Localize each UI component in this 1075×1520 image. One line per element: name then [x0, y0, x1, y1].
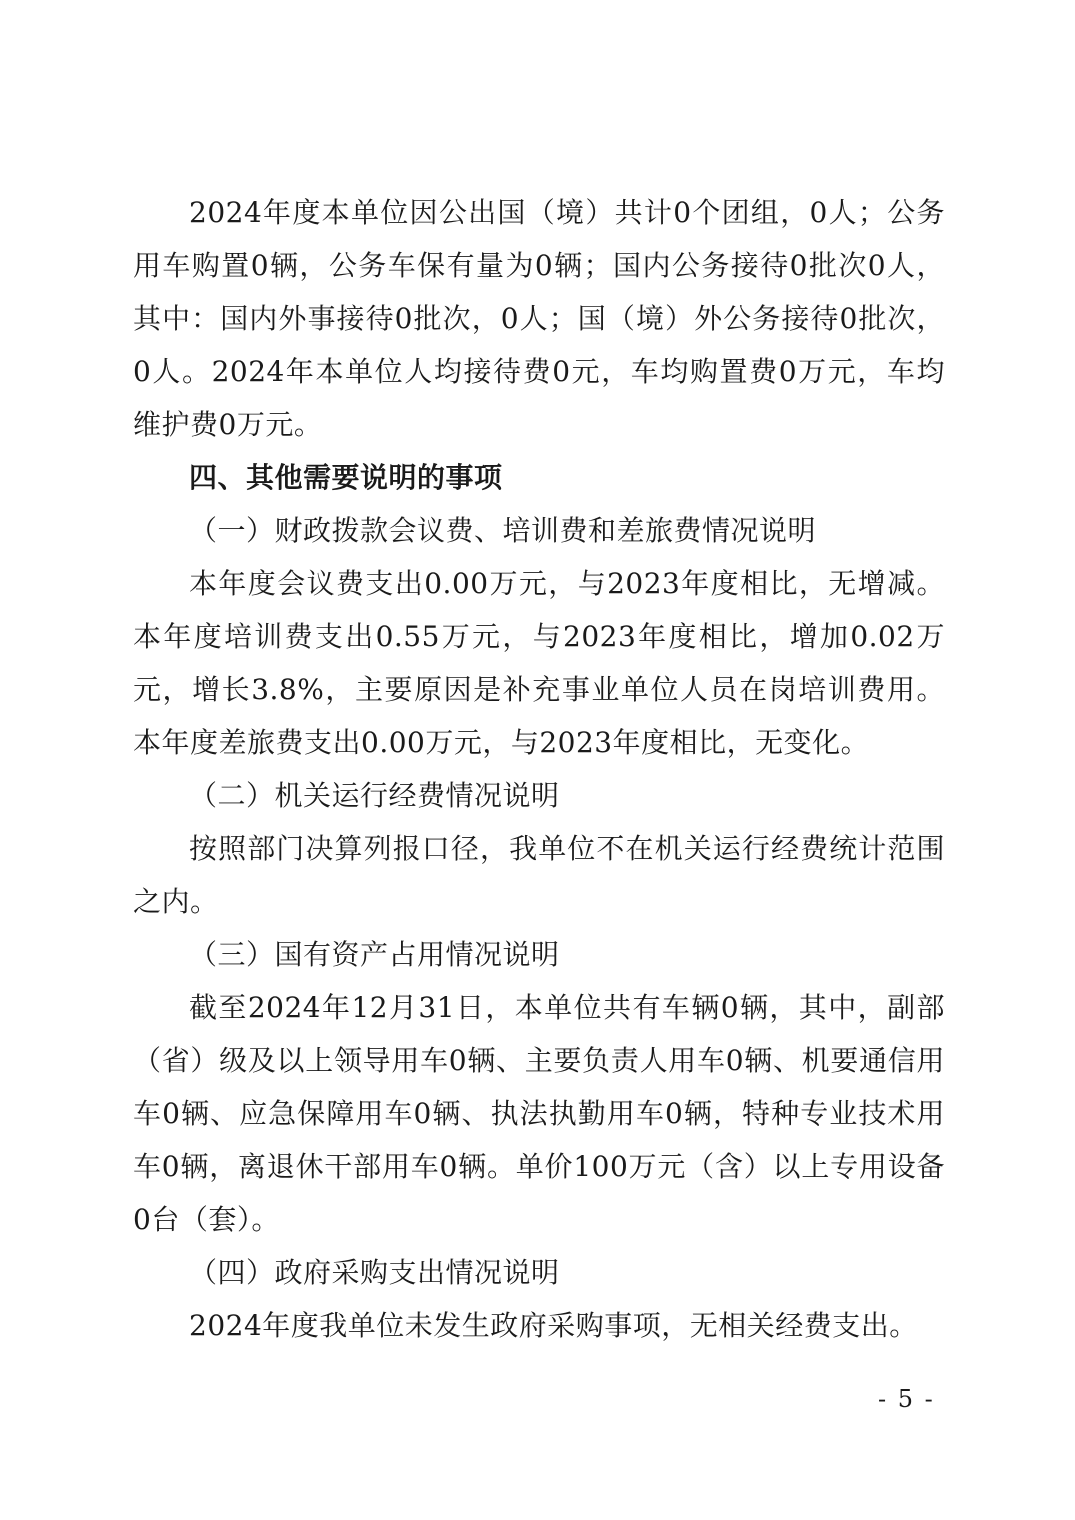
page-number: - 5 - [878, 1385, 935, 1413]
document-body [133, 186, 945, 1352]
subsection-2-paragraph: 按照部门决算列报口径，我单位不在机关运行经费统计范围之内。 [133, 832, 945, 918]
subsection-1-paragraph: 本年度会议费支出0.00万元，与2023年度相比，无增减。本年度培训费支出0.55万元，与2023年度相比，增加0.02万元，增长3.8%，主要原因是补充事业单位人员在岗培训费用。本年度差旅费支出0.00万元，与2023年度相比，无变化。 [133, 567, 945, 759]
subsection-1-heading: （一）财政拨款会议费、培训费和差旅费情况说明 [189, 514, 817, 547]
subsection-3-heading: （三）国有资产占用情况说明 [189, 938, 560, 971]
subsection-3-paragraph: 截至2024年12月31日，本单位共有车辆0辆，其中，副部（省）级及以上领导用车0辆、主要负责人用车0辆、机要通信用车0辆、应急保障用车0辆、执法执勤用车0辆，特种专业技术用车0辆，离退休干部用车0辆。单价100万元（含）以上专用设备0台（套）。 [133, 991, 945, 1236]
subsection-4-paragraph: 2024年度我单位未发生政府采购事项，无相关经费支出。 [189, 1309, 918, 1342]
subsection-4-heading: （四）政府采购支出情况说明 [189, 1256, 560, 1289]
subsection-2-heading: （二）机关运行经费情况说明 [189, 779, 560, 812]
vehicle-reception-summary-paragraph: 2024年度本单位因公出国（境）共计0个团组，0人；公务用车购置0辆，公务车保有量为0辆；国内公务接待0批次0人，其中：国内外事接待0批次，0人；国（境）外公务接待0批次，0人。2024年本单位人均接待费0元，车均购置费0万元，车均维护费0万元。 [133, 196, 945, 441]
section-4-heading: 四、其他需要说明的事项 [189, 461, 503, 494]
